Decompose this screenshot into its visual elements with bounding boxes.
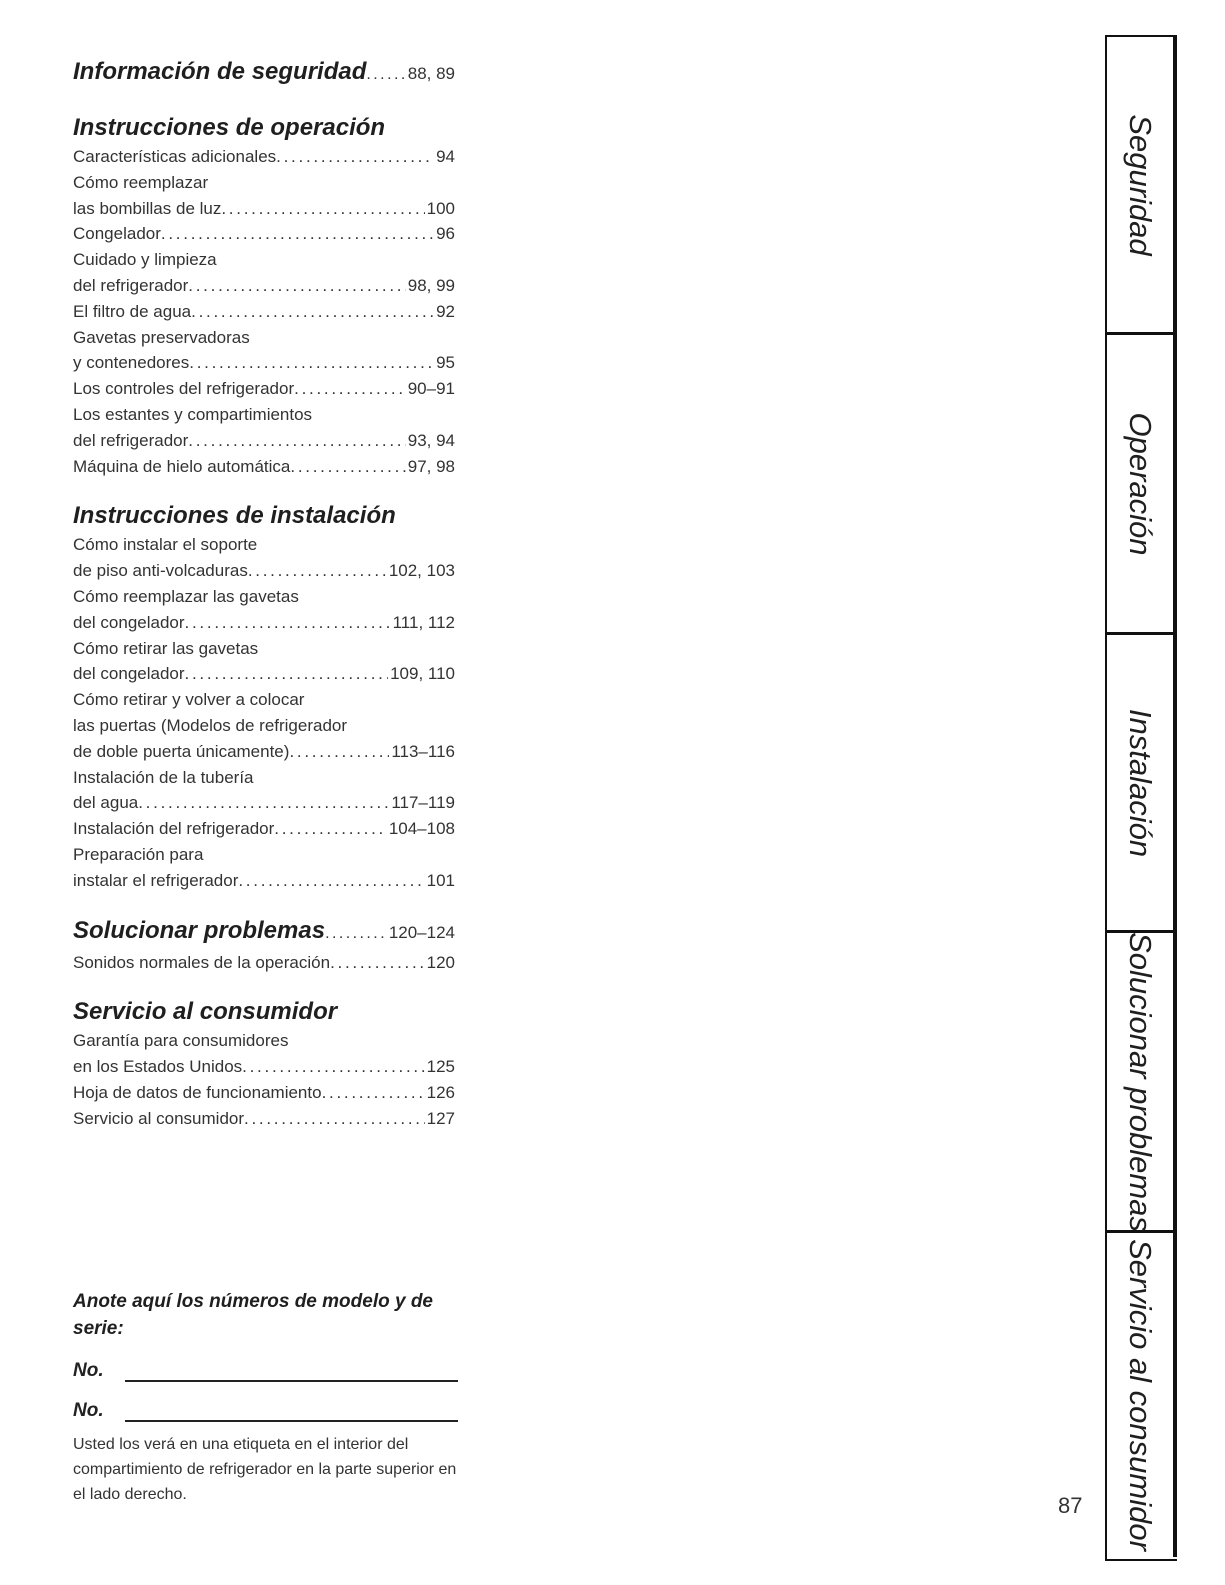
tab-servicio-al-consumidor[interactable] [1107,1233,1177,1557]
toc-section-title [73,55,455,91]
record-title: Anote aquí los números de modelo y de serie: [73,1291,433,1339]
model-number-blank [125,1362,458,1382]
toc-section [73,975,455,1131]
toc-entry-text: Gavetas preservadoras [73,327,250,347]
page-number: 87 [1058,1493,1083,1518]
toc-entry-text: del refrigerador [73,275,189,295]
toc-section [73,55,455,91]
tab-solucionar-problemas[interactable] [1107,933,1177,1233]
section-title-text: Solucionar problemas [73,916,326,944]
toc-entry-page-ref: 90–91 [407,379,455,399]
tab-operacion[interactable] [1107,335,1177,635]
tab-seguridad-label: Seguridad [1123,113,1158,256]
toc-entry [73,868,455,894]
tab-instalacion-label: Instalación [1123,708,1158,857]
toc-entry-text: Los estantes y compartimientos [73,404,313,424]
toc-entry [73,816,455,842]
tab-operacion-label: Operación [1123,411,1158,556]
toc-entry-text: instalar el refrigerador [73,870,239,890]
dot-leader [191,299,434,325]
toc-entry-page-ref: 113–116 [391,741,455,761]
toc-entry-text: en los Estados Unidos [73,1057,243,1077]
model-number-line [73,1354,458,1382]
toc-section-title [73,914,455,950]
dot-leader [244,1106,425,1132]
toc-section-title [73,111,455,144]
toc-entry-text: Cómo reemplazar [73,172,209,192]
dot-leader [290,454,405,480]
toc-entry [73,713,455,739]
dot-leader [289,739,389,765]
dot-leader [189,350,434,376]
toc-entry-text: Congelador [73,224,161,244]
section-page-ref: 88, 89 [407,64,455,83]
section-gap [73,91,455,111]
toc-entry-page-ref: 100 [426,198,455,218]
toc-entry-page-ref: 109, 110 [390,664,455,684]
table-of-contents [73,55,455,1132]
toc-entry-page-ref: 98, 99 [407,275,455,295]
toc-entry-page-ref: 102, 103 [388,561,455,581]
dot-leader [294,376,406,402]
toc-entry [73,1028,455,1054]
toc-section-title [73,995,455,1028]
toc-entry-text: las bombillas de luz [73,198,222,218]
toc-entry-text: Cómo instalar el soporte [73,535,258,555]
dot-leader [276,144,434,170]
toc-entry-text: Garantía para consumidores [73,1031,289,1051]
model-number-label: No. [73,1360,104,1381]
dot-leader [366,58,405,91]
dot-leader [322,1080,425,1106]
toc-entry-page-ref: 93, 94 [407,430,455,450]
section-gap [73,975,455,995]
toc-entry-text: Hoja de datos de funcionamiento [73,1082,322,1102]
dot-leader [185,661,389,687]
toc-entry-text: Preparación para [73,844,204,864]
toc-entry-page-ref: 126 [426,1082,455,1102]
serial-number-line [73,1394,458,1422]
dot-leader [221,196,424,222]
section-tabs [1105,35,1177,1561]
toc-section [73,91,455,479]
toc-entry-page-ref: 125 [426,1057,455,1077]
toc-entry [73,950,455,976]
section-title-text: Instrucciones de operación [73,114,386,141]
section-gap [73,894,455,914]
toc-entry [73,1080,455,1106]
toc-entry [73,170,455,196]
toc-entry [73,144,455,170]
serial-number-label: No. [73,1400,104,1421]
toc-entry-page-ref: 94 [436,147,455,166]
toc-entry [73,299,455,325]
toc-entry-page-ref: 95 [436,353,455,373]
toc-entry-text: Servicio al consumidor [73,1108,245,1128]
toc-entry [73,428,455,454]
toc-entry-text: las puertas (Modelos de refrigerador [73,715,348,735]
toc-entry [73,196,455,222]
dot-leader [188,273,405,299]
toc-entry-page-ref: 111, 112 [392,612,455,632]
toc-entry [73,636,455,662]
toc-entry-text: Máquina de hielo automática [73,456,291,476]
toc-entry [73,247,455,273]
toc-entry [73,532,455,558]
toc-entry-text: Características adicionales [73,147,277,166]
toc-section-title [73,499,455,532]
toc-entry-text: del agua [73,793,139,813]
section-page-ref: 120–124 [388,922,455,942]
toc-entry-text: y contenedores [73,353,190,373]
toc-entry-text: Los controles del refrigerador [73,379,295,399]
toc-entry-text: del congelador [73,612,185,632]
toc-entry [73,350,455,376]
toc-entry [73,584,455,610]
toc-entry [73,610,455,636]
model-serial-record [73,1288,458,1507]
toc-entry-text: Sonidos normales de la operación [73,952,331,972]
toc-entry-text: Cómo retirar y volver a colocar [73,690,305,710]
tab-servicio-al-consumidor-label: Servicio al consumidor [1123,1239,1158,1551]
toc-entry [73,765,455,791]
toc-entry-text: del refrigerador [73,430,189,450]
toc-entry [73,376,455,402]
toc-entry [73,790,455,816]
toc-entry [73,1106,455,1132]
dot-leader [248,558,387,584]
tab-seguridad[interactable] [1107,37,1177,335]
toc-entry [73,739,455,765]
toc-entry [73,661,455,687]
dot-leader [238,868,424,894]
toc-entry [73,842,455,868]
toc-entry-text: de doble puerta únicamente) [73,741,290,761]
toc-entry-text: Instalación de la tubería [73,767,254,787]
dot-leader [188,428,405,454]
toc-entry-page-ref: 117–119 [391,793,455,813]
dot-leader [274,816,387,842]
section-title-text: Información de seguridad [73,58,367,85]
toc-entry [73,221,455,247]
toc-entry-page-ref: 97, 98 [407,456,455,476]
tab-solucionar-problemas-label: Solucionar problemas [1123,931,1158,1232]
toc-entry [73,325,455,351]
toc-entry [73,687,455,713]
toc-entry-text: Cuidado y limpieza [73,250,217,270]
tab-instalacion[interactable] [1107,635,1177,933]
dot-leader [325,917,387,950]
toc-entry [73,454,455,480]
toc-entry-page-ref: 96 [436,224,455,244]
toc-entry-text: de piso anti-volcaduras [73,561,248,581]
toc-entry-page-ref: 101 [426,870,455,890]
serial-number-blank [125,1402,458,1422]
toc-entry-page-ref: 120 [426,952,455,972]
toc-entry-page-ref: 127 [426,1108,455,1128]
record-description: Usted los verá en una etiqueta en el interior del compartimiento de refrigerador en la parte superior en el lado derecho. [73,1436,457,1503]
toc-section [73,894,455,976]
toc-entry-text: del congelador [73,664,185,684]
toc-entry [73,273,455,299]
section-gap [73,479,455,499]
dot-leader [161,221,434,247]
toc-entry-text: Instalación del refrigerador [73,819,275,839]
dot-leader [330,950,425,976]
toc-entry [73,1054,455,1080]
dot-leader [138,790,389,816]
toc-entry-text: Cómo reemplazar las gavetas [73,586,299,606]
toc-entry [73,558,455,584]
toc-entry-text: Cómo retirar las gavetas [73,638,259,658]
dot-leader [242,1054,424,1080]
section-title-text: Instrucciones de instalación [73,502,396,530]
toc-entry [73,402,455,428]
toc-entry-page-ref: 104–108 [388,819,455,839]
toc-entry-text: El filtro de agua [73,301,192,321]
toc-entry-page-ref: 92 [436,301,455,321]
dot-leader [185,610,391,636]
toc-section [73,479,455,893]
section-title-text: Servicio al consumidor [73,998,338,1026]
